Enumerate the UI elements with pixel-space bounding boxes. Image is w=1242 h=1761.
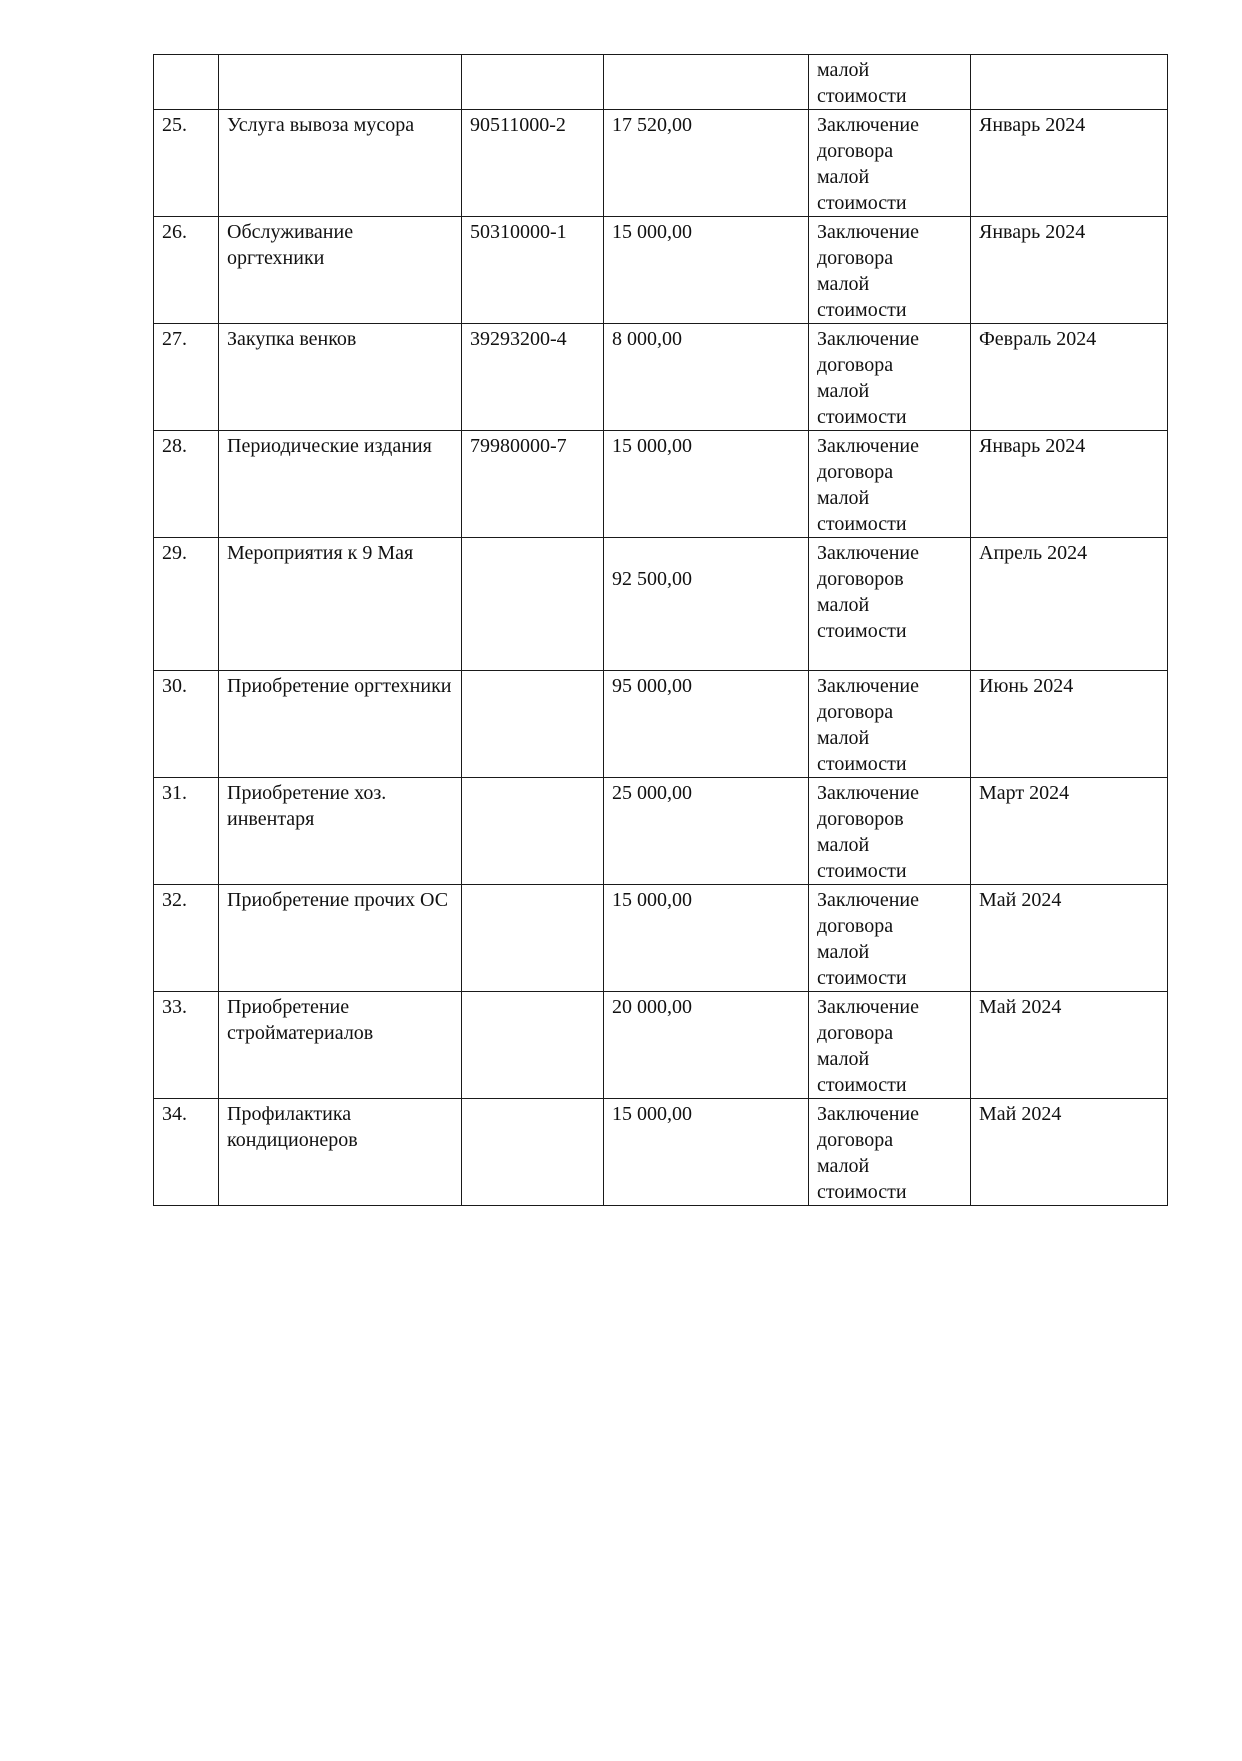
planned-date: Февраль 2024	[971, 324, 1168, 431]
table-row	[154, 324, 1168, 431]
method-line: стоимости	[817, 860, 907, 882]
method-line: малой	[817, 487, 870, 509]
planned-date: Январь 2024	[971, 110, 1168, 217]
method-line: малой	[817, 59, 870, 81]
procurement-method	[809, 110, 971, 217]
item-sum: 15 000,00	[604, 885, 809, 992]
planned-date: Май 2024	[971, 992, 1168, 1099]
row-number: 26.	[154, 217, 219, 324]
method-line: договора	[817, 701, 894, 723]
procurement-method	[809, 885, 971, 992]
method-line: договоров	[817, 568, 904, 590]
method-line: Заключение	[817, 221, 919, 243]
method-line: малой	[817, 834, 870, 856]
item-code	[462, 1099, 604, 1206]
method-cell	[809, 55, 971, 110]
item-code	[462, 671, 604, 778]
item-sum: 25 000,00	[604, 778, 809, 885]
item-name: Приобретение стройматериалов	[219, 992, 462, 1099]
table-row	[154, 885, 1168, 992]
method-line: договора	[817, 915, 894, 937]
item-code	[462, 992, 604, 1099]
method-line: договоров	[817, 808, 904, 830]
table-row	[154, 671, 1168, 778]
item-sum: 17 520,00	[604, 110, 809, 217]
method-line: договора	[817, 354, 894, 376]
method-line: Заключение	[817, 1103, 919, 1125]
method-line: Заключение	[817, 114, 919, 136]
procurement-method	[809, 778, 971, 885]
item-name: Приобретение хоз. инвентаря	[219, 778, 462, 885]
item-name: Приобретение оргтехники	[219, 671, 462, 778]
method-line: стоимости	[817, 1181, 907, 1203]
planned-date: Май 2024	[971, 885, 1168, 992]
item-sum: 8 000,00	[604, 324, 809, 431]
method-line: малой	[817, 941, 870, 963]
method-line: Заключение	[817, 675, 919, 697]
method-line: стоимости	[817, 299, 907, 321]
row-number: 27.	[154, 324, 219, 431]
table-row	[154, 538, 1168, 671]
method-line: Заключение	[817, 782, 919, 804]
procurement-plan-table	[153, 54, 1168, 1206]
item-sum: 95 000,00	[604, 671, 809, 778]
planned-date: Март 2024	[971, 778, 1168, 885]
item-name: Профилактика кондиционеров	[219, 1099, 462, 1206]
method-line: Заключение	[817, 328, 919, 350]
method-line: малой	[817, 380, 870, 402]
method-line: малой	[817, 273, 870, 295]
method-line: стоимости	[817, 85, 907, 107]
method-line: Заключение	[817, 889, 919, 911]
table-row	[154, 110, 1168, 217]
planned-date: Январь 2024	[971, 217, 1168, 324]
table-row	[154, 992, 1168, 1099]
method-line: договора	[817, 461, 894, 483]
method-line: стоимости	[817, 1074, 907, 1096]
row-number: 30.	[154, 671, 219, 778]
item-name: Обслуживание оргтехники	[219, 217, 462, 324]
row-number: 32.	[154, 885, 219, 992]
item-name: Периодические издания	[219, 431, 462, 538]
method-line: стоимости	[817, 513, 907, 535]
method-line: Заключение	[817, 435, 919, 457]
method-line: договора	[817, 140, 894, 162]
item-name: Услуга вывоза мусора	[219, 110, 462, 217]
item-code	[462, 538, 604, 671]
name-cell	[219, 55, 462, 110]
method-line: стоимости	[817, 753, 907, 775]
procurement-method	[809, 538, 971, 671]
item-sum: 92 500,00	[604, 538, 809, 671]
item-sum: 15 000,00	[604, 431, 809, 538]
method-line: договора	[817, 1022, 894, 1044]
method-line: малой	[817, 1155, 870, 1177]
table-row	[154, 431, 1168, 538]
row-number: 34.	[154, 1099, 219, 1206]
row-number: 33.	[154, 992, 219, 1099]
procurement-method	[809, 1099, 971, 1206]
procurement-method	[809, 992, 971, 1099]
item-code: 90511000-2	[462, 110, 604, 217]
item-code	[462, 778, 604, 885]
item-sum: 20 000,00	[604, 992, 809, 1099]
planned-date: Январь 2024	[971, 431, 1168, 538]
procurement-method	[809, 431, 971, 538]
method-line: стоимости	[817, 620, 907, 642]
method-line: договора	[817, 247, 894, 269]
table-row	[154, 1099, 1168, 1206]
item-sum: 15 000,00	[604, 1099, 809, 1206]
method-line: стоимости	[817, 967, 907, 989]
planned-date: Апрель 2024	[971, 538, 1168, 671]
table-row	[154, 217, 1168, 324]
item-name: Закупка венков	[219, 324, 462, 431]
sum-cell	[604, 55, 809, 110]
item-name: Мероприятия к 9 Мая	[219, 538, 462, 671]
table-body	[154, 55, 1168, 1206]
procurement-method	[809, 217, 971, 324]
method-line: стоимости	[817, 192, 907, 214]
table-row	[154, 778, 1168, 885]
method-line: стоимости	[817, 406, 907, 428]
procurement-method	[809, 324, 971, 431]
method-line: договора	[817, 1129, 894, 1151]
item-name: Приобретение прочих ОС	[219, 885, 462, 992]
row-number: 31.	[154, 778, 219, 885]
method-line: малой	[817, 1048, 870, 1070]
row-number: 28.	[154, 431, 219, 538]
method-line: Заключение	[817, 542, 919, 564]
item-code: 50310000-1	[462, 217, 604, 324]
procurement-method	[809, 671, 971, 778]
item-code	[462, 885, 604, 992]
item-code: 39293200-4	[462, 324, 604, 431]
method-line: малой	[817, 166, 870, 188]
planned-date: Июнь 2024	[971, 671, 1168, 778]
number-cell	[154, 55, 219, 110]
code-cell	[462, 55, 604, 110]
item-code: 79980000-7	[462, 431, 604, 538]
planned-date: Май 2024	[971, 1099, 1168, 1206]
row-number: 29.	[154, 538, 219, 671]
method-line: малой	[817, 594, 870, 616]
method-line: Заключение	[817, 996, 919, 1018]
date-cell	[971, 55, 1168, 110]
table-row-continued	[154, 55, 1168, 110]
row-number: 25.	[154, 110, 219, 217]
method-line: малой	[817, 727, 870, 749]
item-sum: 15 000,00	[604, 217, 809, 324]
